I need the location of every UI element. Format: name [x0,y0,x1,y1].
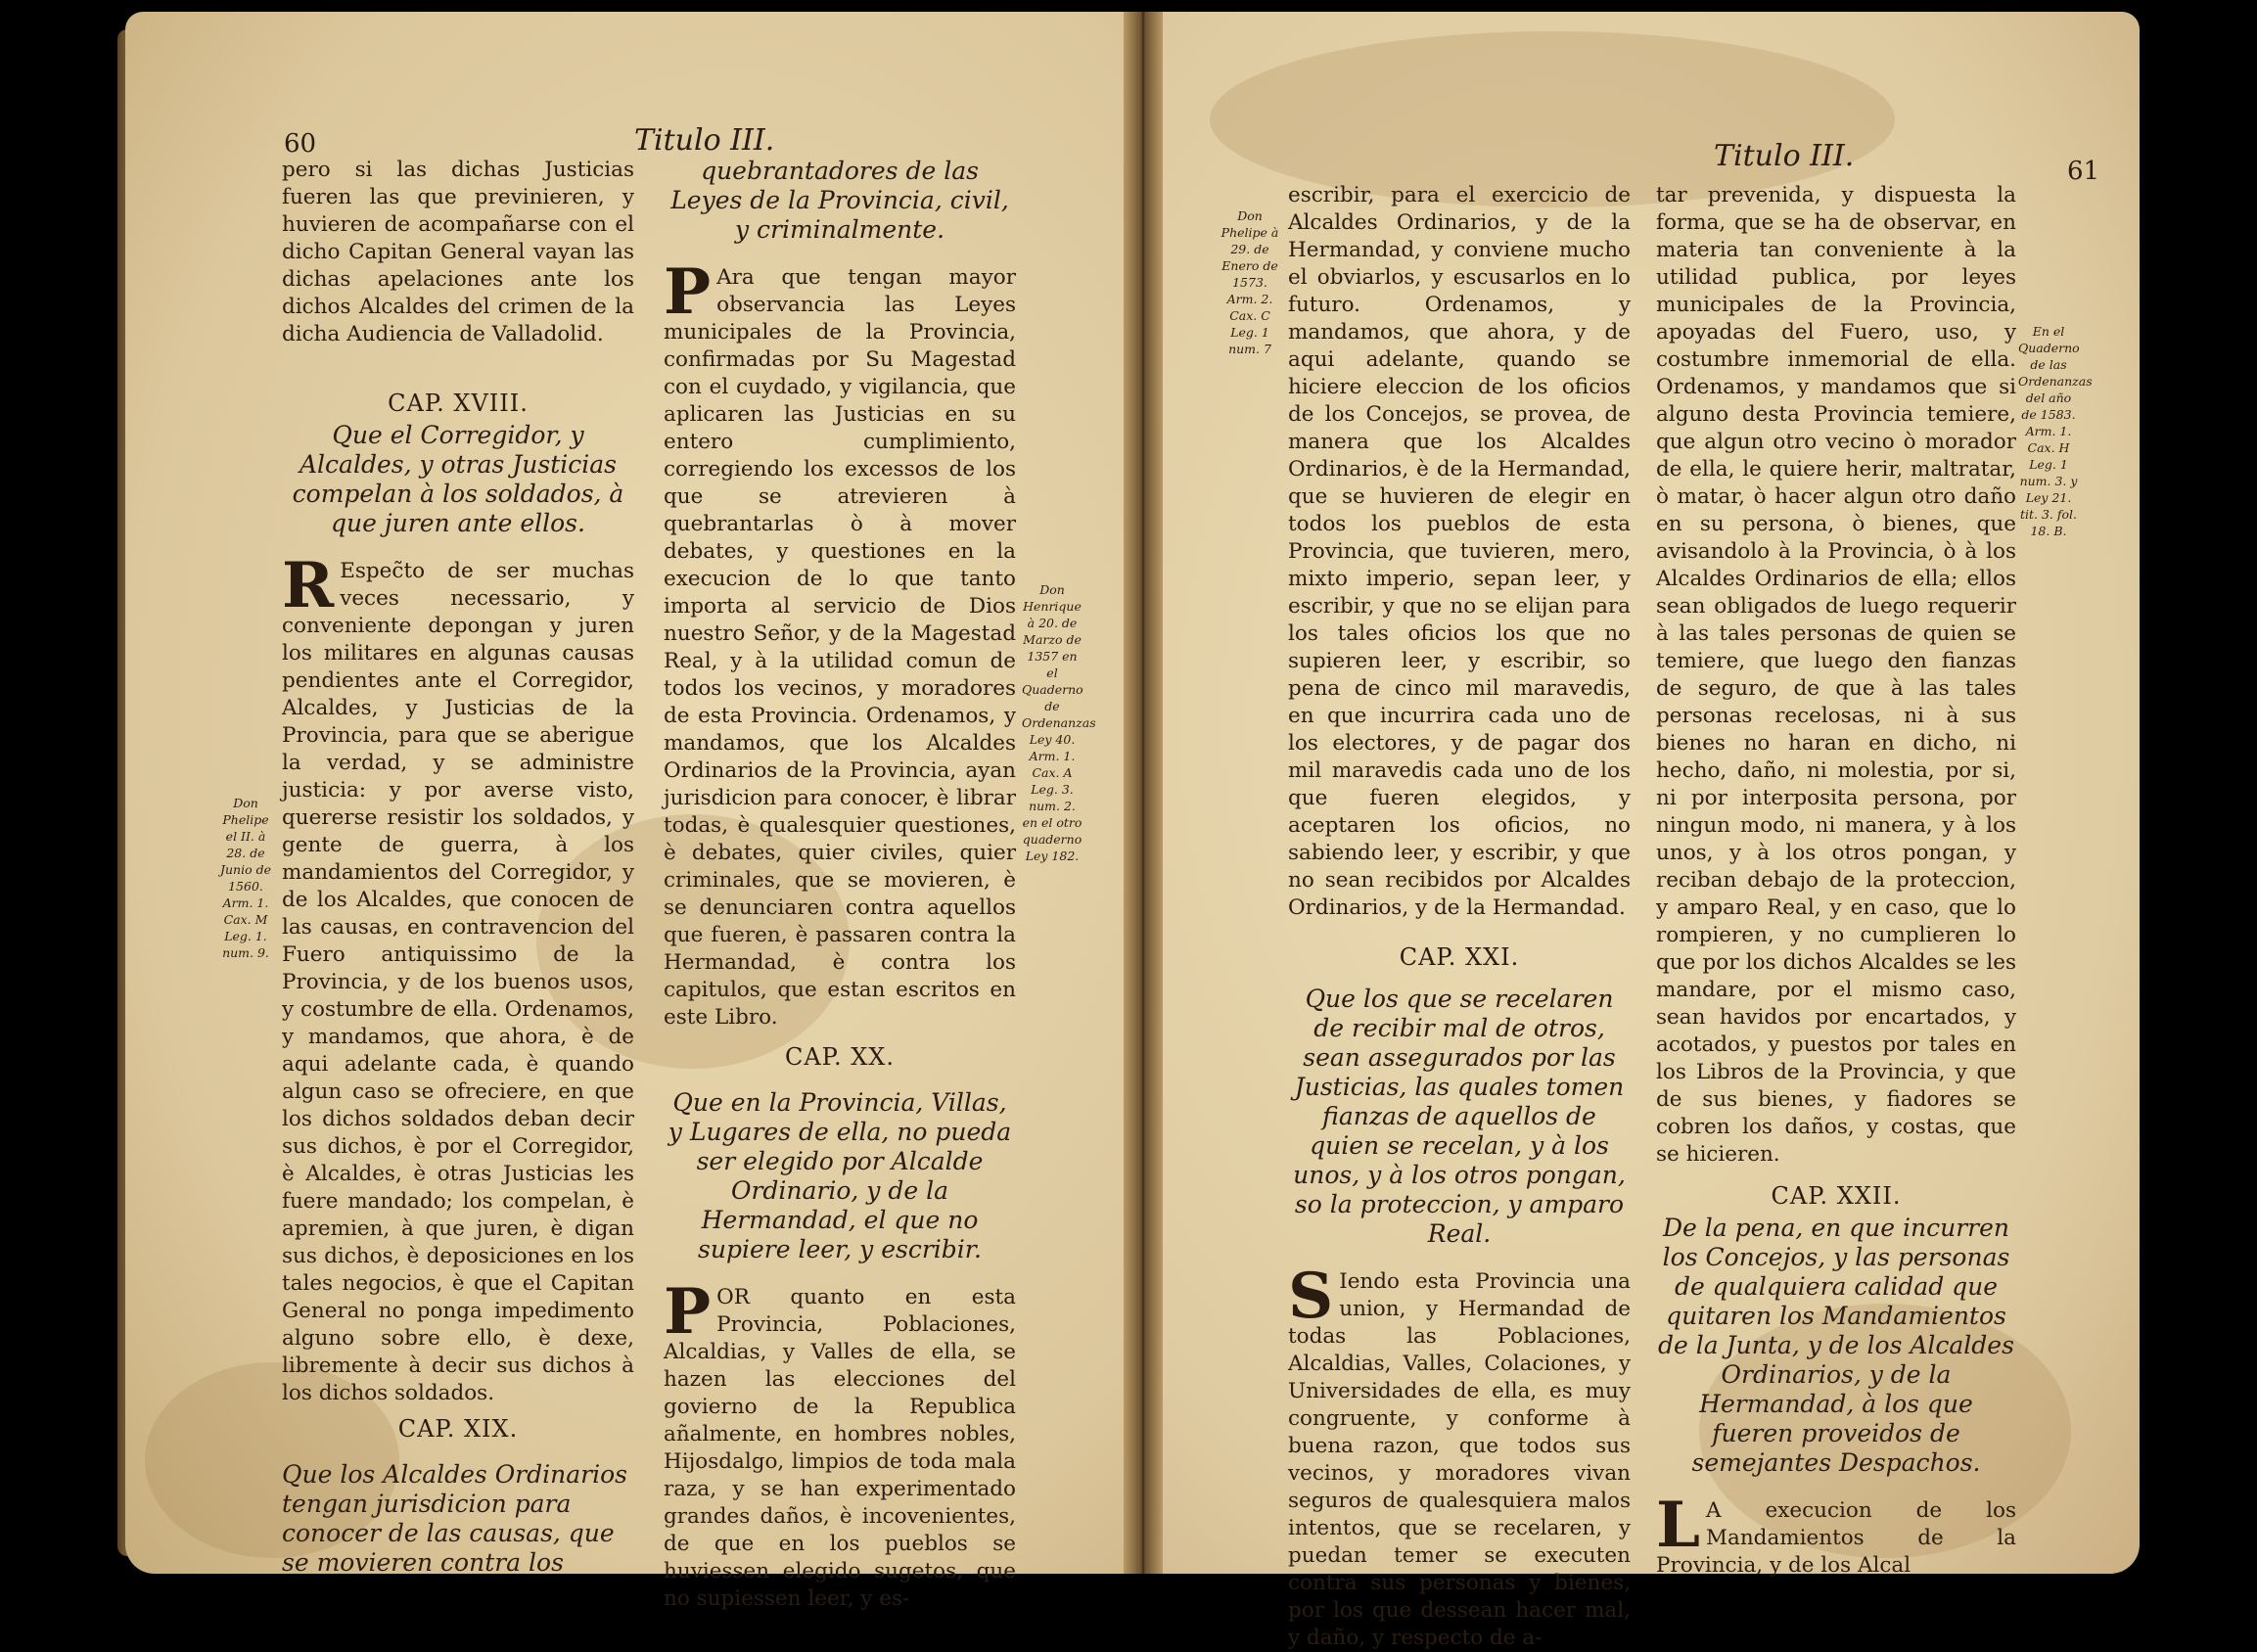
drop-cap: R [282,549,335,622]
left-page [125,12,1137,1611]
book-gutter [1124,12,1163,1574]
chapter-body [1656,1489,2016,1580]
running-title-left: Titulo III. [634,123,775,158]
chapter-body [1288,1260,1631,1652]
right-column-2 [1656,182,2016,1580]
chapter-title: Que los que se recelaren de recibir mal de otros, sean assegurados por las Justicias, las quales tomen fianzas de aquellos de quien se recelan, y à los unos, y à los otros pongan, so la proteccion, y amparo Real. [1293,985,1626,1248]
chapter-body-text: Espec̃to de ser muchas veces necessario, y conveniente depongan y juren los militares en algunas causas pendientes ante el Corregidor, Alcaldes, y Justicias de la Provincia, para que se aberigue la verdad, y se administre justicia: y por averse visto, quererse resistir los soldados, y gente de guerra, à los mandamientos del Corregidor, y de los Alcaldes, que conocen de las causas, en contravencion del Fuero antiquissimo de la Provincia, y de los buenos usos, y costumbre de ella. Ordenamos, y mandamos, que ahora, è de aqui adelante cada, è quando algun caso se ofreciere, en que los dichos soldados deban decir sus dichos, è por el Corregidor, è Alcaldes, è otras Justicias les fuere mandado; los compelan, è apremien, à que juren, è digan sus dichos, è deposiciones en los tales negocios, è que el Capitan General no ponga impedimento alguno sobre ello, è dexe, libremente à decir sus dichos à los dichos soldados. [282,559,635,1405]
chapter-body [282,549,635,1407]
continuation-text: escribir, para el exercicio de Alcaldes Ordinarios, y de la Hermandad, y conviene mucho el obviarlos, y escusarlos en lo futuro. Ordenamos, y mandamos, que ahora, y de aqui adelante, quando se hiciere eleccion de los oficios de los Concejos, se provea, de manera que los Alcaldes Ordinarios, è de la Hermandad, que se huvieren de elegir en todos los pueblos de esta Provincia, que tuvieren, mero, mixto imperio, sepan leer, y escribir, y que no se elijan para los tales oficios los que no supieren leer, y escribir, so pena de cinco mil maravedis, en que incurrira cada uno de los electores, y de pagar dos mil maravedis cada uno de los que fueren elegidos, y aceptaren los oficios, no sabiendo leer, y escribir, y que no sean recibidos por Alcaldes Ordinarios, y de la Hermandad. [1288,183,1631,920]
running-title-right: Titulo III. [1714,139,1855,173]
left-column-1 [282,157,634,1597]
chapter-title: De la pena, en que incurren los Concejos, y las personas de qualquiera calidad que quitaren los Mandamientos de la Junta, y de los Alcaldes Ordinarios, y de la Hermandad, à los que fueren proveidos de semejantes Despachos. [1658,1214,2014,1477]
margin-note: Don Henrique à 20. de Marzo de 1357 en el Quaderno de Ordenanzas Ley 40. Arm. 1. Cax. A Leg. 3. num. 2. en el otro quaderno Ley 182. [1022,582,1096,863]
water-stain [1210,31,1895,207]
chapter-title-continued: quebrantadores de las Leyes de la Provincia, civil, y criminalmente. [670,157,1009,244]
margin-note: Don Phelipe el II. à 28. de Junio de 1560. Arm. 1. Cax. M Leg. 1. num. 9. [219,796,271,960]
drop-cap: L [1656,1489,1700,1562]
chapter-title: Que el Corregidor, y Alcaldes, y otras Justicias compelan à los soldados, à que juren ante ellos. [292,421,624,537]
page-number-left: 60 [284,129,317,159]
chapter-heading: CAP. XXI. [1399,943,1520,971]
continuation-text: tar prevenida, y dispuesta la forma, que se ha de observar, en materia tan conveniente à la utilidad publica, por leyes municipales de la Provincia, apoyadas del Fuero, uso, y costumbre inmemorial de ella. Ordenamos, y mandamos que si alguno desta Provincia temiere, que algun otro vecino ò morador de ella, le quiere herir, maltratar, ò matar, ò hacer algun otro daño en su persona, ò bienes, que avisandolo à la Provincia, ò à los Alcaldes Ordinarios de ella; ellos sean obligados de luego requerir à las tales personas de quien se temiere, que luego den fianzas de seguro, de que à las tales personas recelosas, ni à sus bienes no haran en dicho, ni hecho, daño, ni molestia, por si, ni por interposita persona, por ningun modo, ni manera, y à los unos, y à los otros pongan, y reciban debajo de la proteccion, y amparo Real, y en caso, que lo rompieren, y no cumplieren lo que por los dichos Alcaldes se les mandare, por el mismo caso, sean havidos por encartados, y acotados, y puestos por tales en los Libros de la Provincia, y que de sus bienes, y fiadores se cobren los daños, y costas, que se hicieren. [1656,183,2016,1167]
margin-note: En el Quaderno de las Ordenanzas del año de 1583. Arm. 1. Cax. H Leg. 1 num. 3. y Ley 21. tit. 3. fol. 18. B. [2018,324,2093,538]
chapter-heading: CAP. XIX. [397,1415,519,1443]
page-number-right: 61 [2067,157,2100,186]
chapter-title: Que en la Provincia, Villas, y Lugares de ella, no pueda ser elegido por Alcalde Ordinario, y de la Hermandad, el que no supiere leer, y escribir. [668,1088,1012,1263]
margin-note: Don Phelipe à 29. de Enero de 1573. Arm. 2. Cax. C Leg. 1 num. 7 [1221,208,1279,356]
chapter-body-text: Ara que tengan mayor observancia las Leyes municipales de la Provincia, confirmadas por Su Magestad con el cuydado, y vigilancia, que aplicaren las Justicias en su entero cumplimiento, corregiendo los excessos de los que se atrevieren à quebrantarlas ò à mover debates, y questiones en la execucion de lo que tanto importa al servicio de Dios nuestro Señor, y de la Magestad Real, y à la utilidad comun de todos los vecinos, y moradores de esta Provincia. Ordenamos, y mandamos, que los Alcaldes Ordinarios de la Provincia, ayan jurisdicion para conocer, è librar todas, è qualesquier questiones, è debates, quier civiles, quier criminales, que se movieren, è se denunciaren contra aquellos que fueren, è passaren contra la Hermandad, è contra los capitulos, que estan escritos en este Libro. [664,265,1016,1030]
chapter-body [664,255,1016,1032]
book-spread [125,0,2153,1650]
right-page [1151,12,2140,1650]
left-column-2 [664,157,1016,1613]
chapter-heading: CAP. XX. [784,1043,896,1071]
drop-cap: P [664,255,712,329]
chapter-body-text: A execucion de los Mandamientos de la Provincia, y de los Alcal [1656,1498,2016,1578]
chapter-heading: CAP. XXII. [1771,1182,1902,1210]
chapter-body-text: Iendo esta Provincia una union, y Hermandad de todas las Poblaciones, Alcaldias, Valles, Colaciones, y Universidades de ella, es muy congruente, y conforme à buena razon, que todos sus vecinos, y moradores vivan seguros de qualesquiera malos intentos, que se recelaren, y puedan temer se executen contra sus personas y bienes, por los que dessean hacer mal, y daño, y respecto de a- [1288,1269,1631,1650]
chapter-heading: CAP. XVIII. [388,390,529,417]
right-column-1 [1288,182,1631,1652]
chapter-body [664,1275,1016,1613]
continuation-text: pero si las dichas Justicias fueren las que previnieren, y huvieren de acompañarse con el dicho Capitan General vayan las dichas apelaciones ante los dichos Alcaldes del crimen de la dicha Audiencia de Valladolid. [282,158,634,346]
chapter-title: Que los Alcaldes Ordinarios tengan jurisdicion para conocer de las causas, que se movieren contra los [282,1460,627,1577]
drop-cap: P [664,1275,712,1349]
chapter-body-text: OR quanto en esta Provincia, Poblaciones, Alcaldias, y Valles de ella, se hazen las elecciones del govierno de la Republica añalmente, en hombres nobles, Hijosdalgo, limpios de toda mala raza, y se han experimentado grandes daños, è incovenientes, de que en los pueblos se huviessen elegido sugetos, que no supiessen leer, y es- [664,1285,1016,1611]
drop-cap: S [1288,1260,1334,1333]
